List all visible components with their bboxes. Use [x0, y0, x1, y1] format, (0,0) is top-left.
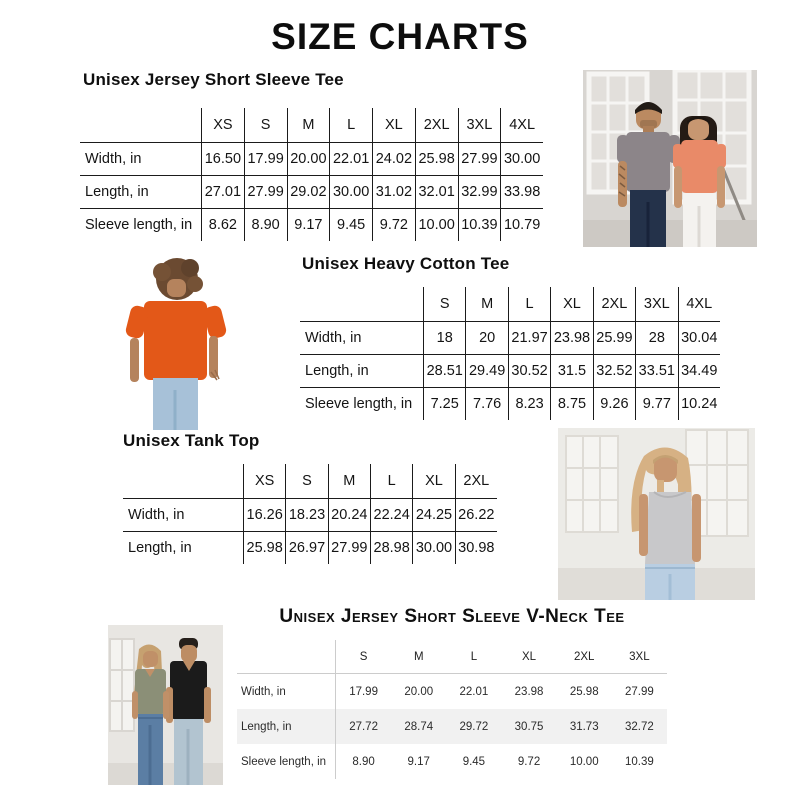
size-column-header: XL	[372, 108, 415, 142]
measurement-cell: 9.45	[329, 208, 372, 241]
size-column-header: 3XL	[458, 108, 501, 142]
measurement-cell: 9.45	[462, 755, 486, 768]
measurement-cell: 8.23	[508, 387, 550, 420]
measurement-cell: 32.99	[458, 175, 501, 208]
table-corner-cell	[123, 464, 243, 498]
measurement-cell: 30.00	[412, 531, 454, 564]
size-table-jersey-tee	[80, 108, 543, 241]
size-column-header: S	[244, 108, 287, 142]
measurement-cell: 20.00	[287, 142, 330, 175]
row-label: Length, in	[300, 354, 423, 387]
measurement-cell: 25.98	[243, 531, 285, 564]
photo-heavy-cotton-model	[115, 252, 237, 430]
measurement-cell: 8.62	[201, 208, 244, 241]
table-row	[300, 321, 720, 354]
measurement-cell: 10.39	[625, 755, 654, 768]
section-heading-heavy-cotton: Unisex Heavy Cotton Tee	[302, 254, 510, 273]
measurement-cell: 22.24	[370, 498, 412, 531]
section-heading-v-neck: Unisex Jersey Short Sleeve V-Neck Tee	[279, 606, 625, 627]
measurement-cell: 26.22	[455, 498, 497, 531]
measurement-cell: 20.00	[404, 685, 434, 698]
table-row	[237, 674, 667, 709]
size-column-header: 3XL	[612, 640, 667, 674]
size-column-header: XL	[550, 287, 592, 321]
measurement-cell: 17.99	[349, 685, 378, 698]
size-column-header: 2XL	[557, 640, 612, 674]
table-row	[123, 498, 497, 531]
table-corner-cell	[300, 287, 423, 321]
measurement-cell: 21.97	[508, 321, 550, 354]
measurement-cell: 28.74	[404, 720, 434, 733]
measurement-cell: 27.99	[328, 531, 370, 564]
size-column-header: S	[285, 464, 327, 498]
size-table-v-neck	[237, 640, 667, 779]
measurement-cell: 32.01	[415, 175, 458, 208]
row-label: Width, in	[300, 321, 423, 354]
measurement-cell: 25.99	[593, 321, 635, 354]
measurement-cell: 20	[465, 321, 507, 354]
measurement-cell: 28.51	[423, 354, 465, 387]
table-corner-cell	[237, 640, 336, 674]
size-column-header: XS	[201, 108, 244, 142]
measurement-cell: 10.24	[678, 387, 720, 420]
measurement-cell: 16.26	[243, 498, 285, 531]
size-column-header: M	[287, 108, 330, 142]
section-heading-tank-top: Unisex Tank Top	[123, 431, 260, 450]
measurement-cell: 9.72	[372, 208, 415, 241]
size-column-header: 3XL	[635, 287, 677, 321]
measurement-cell: 27.99	[244, 175, 287, 208]
size-column-header: 4XL	[678, 287, 720, 321]
measurement-cell: 10.79	[500, 208, 543, 241]
size-column-header: S	[423, 287, 465, 321]
size-column-header: XL	[501, 640, 556, 674]
measurement-cell: 7.76	[465, 387, 507, 420]
measurement-cell: 9.17	[287, 208, 330, 241]
heavy-cotton-model-illustration	[115, 252, 237, 430]
measurement-cell: 31.73	[569, 720, 599, 733]
photo-jersey-tee-models	[583, 70, 757, 247]
measurement-cell: 9.77	[635, 387, 677, 420]
row-label: Sleeve length, in	[300, 387, 423, 420]
measurement-cell: 28	[635, 321, 677, 354]
measurement-cell: 31.02	[372, 175, 415, 208]
measurement-cell: 27.99	[625, 685, 654, 698]
size-column-header: M	[391, 640, 446, 674]
measurement-cell: 17.99	[244, 142, 287, 175]
table-row	[80, 175, 543, 208]
measurement-cell: 29.49	[465, 354, 507, 387]
size-column-header: L	[370, 464, 412, 498]
measurement-cell: 27.99	[458, 142, 501, 175]
measurement-cell: 18	[423, 321, 465, 354]
measurement-cell: 29.72	[459, 720, 489, 733]
measurement-cell: 23.98	[514, 685, 544, 698]
jersey-tee-models-illustration	[583, 70, 757, 247]
table-row	[237, 744, 667, 779]
v-neck-models-illustration	[108, 625, 223, 785]
measurement-cell: 30.00	[329, 175, 372, 208]
size-column-header: 4XL	[500, 108, 543, 142]
measurement-cell: 30.04	[678, 321, 720, 354]
size-table-heavy-cotton	[300, 287, 720, 420]
section-heading-jersey-tee: Unisex Jersey Short Sleeve Tee	[83, 70, 344, 89]
row-label: Width, in	[80, 142, 201, 175]
measurement-cell: 25.98	[415, 142, 458, 175]
row-label: Length, in	[123, 531, 243, 564]
page-title: SIZE CHARTS	[271, 16, 529, 57]
measurement-cell: 32.72	[625, 720, 654, 733]
row-label: Sleeve length, in	[80, 208, 201, 241]
size-table-tank-top	[123, 464, 497, 564]
measurement-cell: 9.72	[517, 755, 541, 768]
measurement-cell: 33.98	[500, 175, 543, 208]
row-label: Width, in	[123, 498, 243, 531]
measurement-cell: 10.00	[569, 755, 599, 768]
measurement-cell: 30.75	[514, 720, 544, 733]
size-column-header: M	[465, 287, 507, 321]
measurement-cell: 28.98	[370, 531, 412, 564]
measurement-cell: 8.90	[244, 208, 287, 241]
measurement-cell: 24.25	[412, 498, 454, 531]
measurement-cell: 10.39	[458, 208, 501, 241]
table-header-row	[300, 287, 720, 321]
measurement-cell: 27.72	[349, 720, 378, 733]
size-column-header: L	[329, 108, 372, 142]
measurement-cell: 8.75	[550, 387, 592, 420]
measurement-cell: 30.00	[500, 142, 543, 175]
measurement-cell: 34.49	[678, 354, 720, 387]
row-label: Length, in	[80, 175, 201, 208]
size-column-header: 2XL	[415, 108, 458, 142]
measurement-cell: 27.01	[201, 175, 244, 208]
size-column-header: S	[336, 640, 391, 674]
measurement-cell: 26.97	[285, 531, 327, 564]
size-column-header: M	[328, 464, 370, 498]
measurement-cell: 30.52	[508, 354, 550, 387]
measurement-cell: 16.50	[201, 142, 244, 175]
measurement-cell: 20.24	[328, 498, 370, 531]
size-column-header: XL	[412, 464, 454, 498]
table-row	[300, 354, 720, 387]
measurement-cell: 32.52	[593, 354, 635, 387]
measurement-cell: 9.17	[407, 755, 430, 768]
measurement-cell: 30.98	[455, 531, 497, 564]
size-column-header: 2XL	[455, 464, 497, 498]
table-header-row	[237, 640, 667, 674]
measurement-cell: 22.01	[459, 685, 489, 698]
table-row	[80, 142, 543, 175]
photo-tank-top-model	[558, 428, 755, 600]
size-column-header: 2XL	[593, 287, 635, 321]
measurement-cell: 33.51	[635, 354, 677, 387]
size-column-header: XS	[243, 464, 285, 498]
photo-v-neck-models	[108, 625, 223, 785]
table-row	[300, 387, 720, 420]
row-label: Sleeve length, in	[237, 744, 336, 779]
measurement-cell: 7.25	[423, 387, 465, 420]
size-column-header: L	[508, 287, 550, 321]
table-row	[123, 531, 497, 564]
table-header-row	[123, 464, 497, 498]
measurement-cell: 24.02	[372, 142, 415, 175]
measurement-cell: 10.00	[415, 208, 458, 241]
table-corner-cell	[80, 108, 201, 142]
table-header-row	[80, 108, 543, 142]
measurement-cell: 22.01	[329, 142, 372, 175]
measurement-cell: 8.90	[352, 755, 375, 768]
measurement-cell: 29.02	[287, 175, 330, 208]
row-label: Length, in	[237, 709, 336, 744]
measurement-cell: 18.23	[285, 498, 327, 531]
measurement-cell: 9.26	[593, 387, 635, 420]
measurement-cell: 31.5	[550, 354, 592, 387]
table-row	[80, 208, 543, 241]
tank-top-model-illustration	[558, 428, 755, 600]
measurement-cell: 23.98	[550, 321, 592, 354]
size-column-header: L	[446, 640, 501, 674]
row-label: Width, in	[237, 674, 336, 709]
table-row	[237, 709, 667, 744]
measurement-cell: 25.98	[569, 685, 599, 698]
